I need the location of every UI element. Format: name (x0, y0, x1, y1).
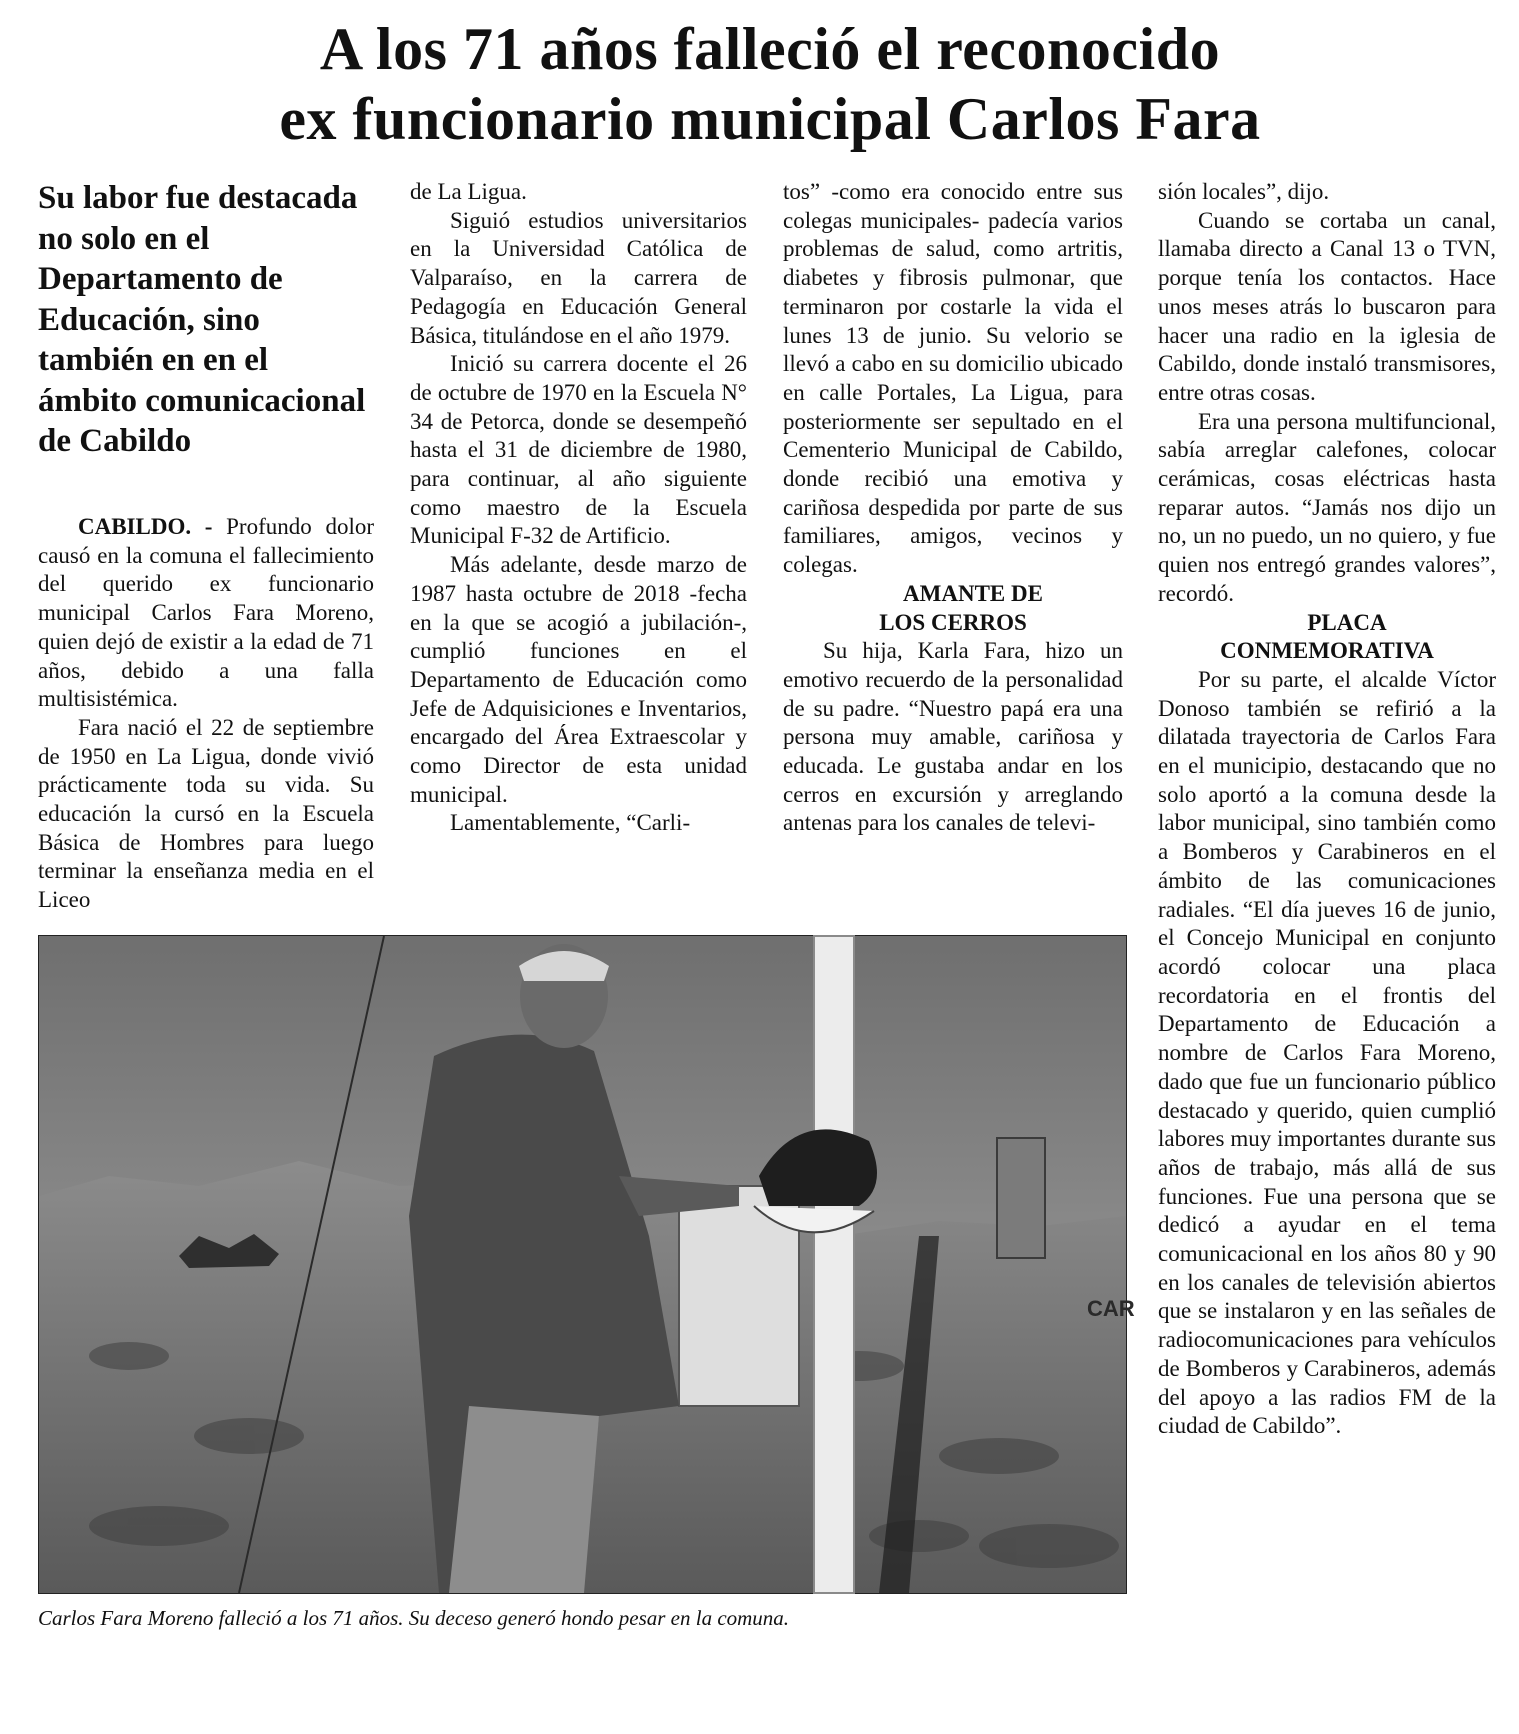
article-column-3 (783, 178, 1123, 838)
rock-sign: CAR (1087, 1296, 1135, 1321)
article-column-1 (38, 513, 374, 915)
subheadline: Su labor fue destacada no solo en el Departamento de Educación, sino también en en el ámbito comunicacional de Cabildo (38, 180, 366, 459)
headline-line-2: ex funcionario municipal Carlos Fara (279, 86, 1261, 152)
photo-caption: Carlos Fara Moreno falleció a los 71 años. Su deceso generó hondo pesar en la comuna. (38, 1606, 790, 1630)
dateline: CABILDO. - (78, 514, 213, 539)
paragraph: Era una persona multifuncional, sabía arreglar calefones, colocar cerámicas, cosas eléctricas hasta reparar autos. “Jamás nos dijo un no, un no puedo, un no quiero, y fue quien nos entregó grandes valores”, recordó. (1158, 408, 1496, 606)
paragraph: tos” -como era conocido entre sus colegas municipales- padecía varios problemas de salud, como artritis, diabetes y fibrosis pulmonar, que terminaron por costarle la vida el lunes 13 de junio. Su velorio se llevó a cabo en su domicilio ubicado en calle Portales, La Ligua, para posteriormente ser sepultado en el Cementerio Municipal de Cabildo, donde recibió una emotiva y cariñosa despedida por parte de sus familiares, amigos, vecinos y colegas. (783, 179, 1123, 578)
article-column-2 (410, 178, 747, 838)
paragraph: Más adelante, desde marzo de 1987 hasta octubre de 2018 -fecha en la que se acogió a jubilación-, cumplió funciones en el Departamento de Educación como Jefe de Adquisiciones e Inventarios, encargado del Área Extraescolar y como Director de esta unidad municipal. (410, 552, 747, 807)
paragraph: Fara nació el 22 de septiembre de 1950 en La Ligua, donde vivió prácticamente toda su vida. Su educación la cursó en la Escuela Básica de Hombres para luego terminar la enseñanza media en el Liceo (38, 714, 374, 913)
paragraph: sión locales”, dijo. (1158, 179, 1330, 204)
paragraph: Su hija, Karla Fara, hizo un emotivo recuerdo de la personalidad de su padre. “Nuestro papá era una persona muy amable, cariñosa y educada. Le gustaba andar en los cerros en excursión y arreglando antenas para los canales de televi- (783, 638, 1123, 836)
stone-marker (997, 1138, 1045, 1258)
photo-illustration (39, 936, 1135, 1593)
article-column-4 (1158, 178, 1496, 1441)
paragraph: Lamentablemente, “Carli- (450, 810, 691, 836)
paragraph: Inició su carrera docente el 26 de octubre de 1970 en la Escuela N° 34 de Petorca, donde se desempeñó hasta el 31 de diciembre de 1980, para continuar, al año siguiente como maestro de la Escuela Municipal F-32 de Artificio. (410, 351, 747, 549)
paragraph: Cuando se cortaba un canal, llamaba directo a Canal 13 o TVN, porque tenía los contactos. Hace unos meses atrás lo buscaron para hacer una radio en la iglesia de Cabildo, donde instaló transmisores, entre otras cosas. (1158, 207, 1496, 405)
paragraph: Siguió estudios universitarios en la Universidad Católica de Valparaíso, en la carrera de Pedagogía en Educación General Básica, titulándose en el año 1979. (410, 207, 747, 348)
headline (40, 14, 1500, 154)
section-title-placa: PLACA CONMEMORATIVA (1220, 609, 1434, 664)
white-post (814, 936, 854, 1593)
article-photo (38, 935, 1135, 1594)
headline-line-1: A los 71 años falleció el reconocido (319, 16, 1221, 82)
section-title-amante: AMANTE DE LOS CERROS (879, 580, 1043, 635)
paragraph: de La Ligua. (410, 179, 527, 204)
paragraph: Por su parte, el alcalde Víctor Donoso también se refirió a la dilatada trayectoria de Carlos Fara en el municipio, destacando que no solo aportó a la comuna desde la labor municipal, sino también como a Bomberos y Carabineros en el ámbito de las comunicaciones radiales. “El día jueves 16 de junio, el Concejo Municipal en conjunto acordó colocar una placa recordatoria en el frontis del Departamento de Educación a nombre de Carlos Fara Moreno, dado que fue un funcionario público destacado y querido, quien cumplió labores muy importantes durante sus años de trabajo, más allá de sus funciones. Fue una persona que se dedicó a ayudar en el tema comunicacional en los años 80 y 90 en los canales de televisión abiertos que se instalaron y en las señales de radiocomunicaciones para vehículos de Bomberos y Carabineros, además del apoyo a las radios FM de la ciudad de Cabildo”. (1158, 666, 1496, 1439)
paragraph: CABILDO. - Profundo dolor causó en la comuna el fallecimiento del querido ex funcionario municipal Carlos Fara Moreno, quien dejó de existir a la edad de 71 años, debido a una falla multisistémica. (38, 514, 374, 712)
